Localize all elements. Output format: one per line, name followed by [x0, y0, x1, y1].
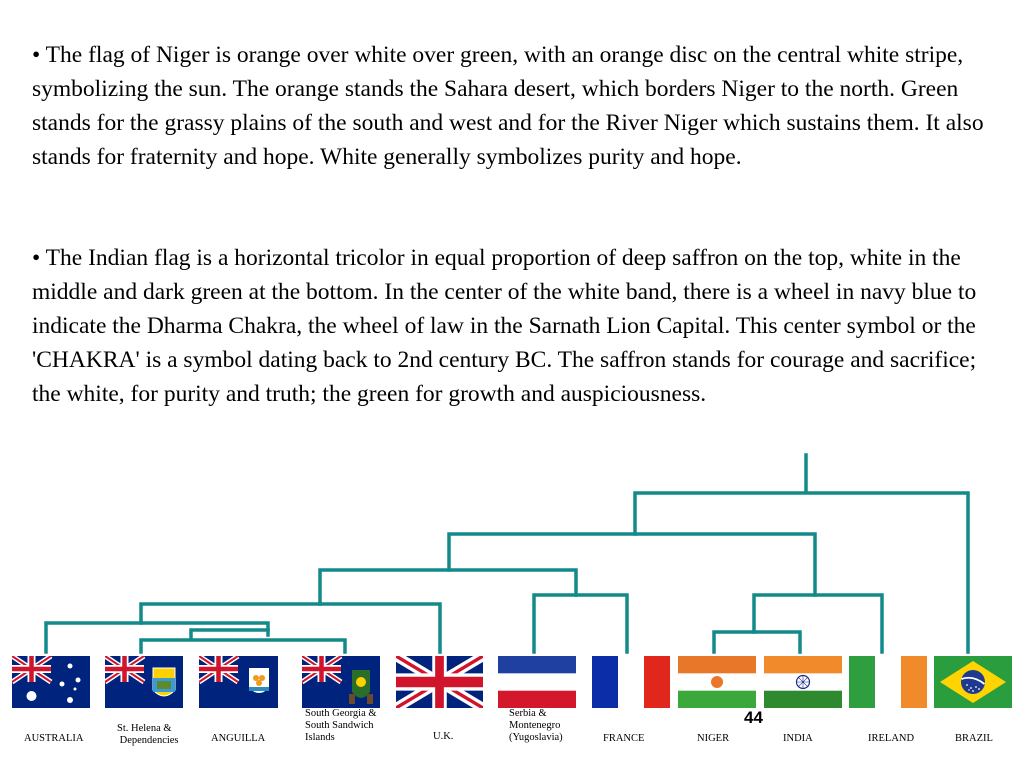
flag-anguilla: [199, 656, 278, 708]
label-australia: AUSTRALIA: [24, 733, 84, 744]
flag-france: [592, 656, 670, 708]
flag-south-georgia: [302, 656, 380, 708]
flag-india: [764, 656, 842, 708]
flag-niger: [678, 656, 756, 708]
flag-uk: [396, 656, 483, 708]
tree-branch-b: [320, 570, 576, 604]
label-brazil: BRAZIL: [955, 733, 993, 744]
label-france: FRANCE: [603, 733, 645, 744]
niger-flag-paragraph: • The flag of Niger is orange over white over green, with an orange disc on the central white stripe, symbolizing the sun. The orange stands the Sahara desert, which borders Niger to the north. Green stands for the grassy plains of the south and west and for the River Niger which sustains them. It also stands for fraternity and hope. White generally symbolizes purity and hope.: [32, 42, 984, 170]
tree-branch-a: [449, 534, 815, 595]
flag-serbia-montenegro: [498, 656, 576, 708]
tree-root-branch: [635, 455, 968, 652]
flag-ireland: [849, 656, 927, 708]
label-serbia-montenegro: Serbia & Montenegro (Yugoslavia): [509, 708, 563, 743]
tree-branch-f: [534, 595, 627, 652]
label-anguilla: ANGUILLA: [211, 733, 266, 744]
flag-australia: [12, 656, 90, 708]
tree-branch-g: [754, 595, 882, 652]
flag-st-helena: [105, 656, 183, 708]
tree-branch-e: [141, 630, 345, 652]
label-st-helena: St. Helena & Dependencies: [117, 723, 179, 746]
label-ireland: IRELAND: [868, 733, 915, 744]
label-south-georgia: South Georgia & South Sandwich Islands: [305, 708, 377, 743]
label-india: INDIA: [783, 733, 813, 744]
page-number: 44: [744, 708, 763, 727]
tree-branch-c: [141, 604, 440, 652]
label-uk: U.K.: [433, 731, 454, 742]
tree-branch-h: [714, 632, 800, 652]
india-flag-paragraph: • The Indian flag is a horizontal tricolor in equal proportion of deep saffron on the top, white in the middle and dark green at the bottom. In the center of the white band, there is a wheel in navy blue to indicate the Dharma Chakra, the wheel of law in the Sarnath Lion Capital. This center symbol or the 'CHAKRA' is a symbol dating back to 2nd century BC. The saffron stands for courage and sacrifice; the white, for purity and truth; the green for growth and auspiciousness.: [32, 245, 977, 407]
flag-brazil: [934, 656, 1012, 708]
label-niger: NIGER: [697, 733, 730, 744]
tree-branch-d: [46, 623, 268, 652]
